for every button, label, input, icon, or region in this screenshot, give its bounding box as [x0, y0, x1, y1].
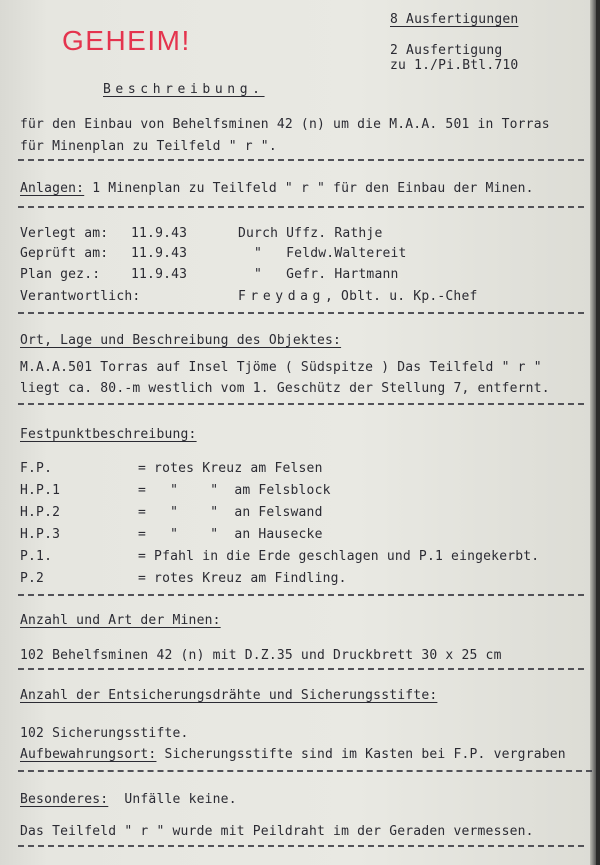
- personnel-label: Geprüft am:: [20, 246, 109, 261]
- besonderes-text: Unfälle keine.: [108, 792, 237, 807]
- ort-line-1: M.A.A.501 Torras auf Insel Tjöme ( Südspitze ) Das Teilfeld " r ": [20, 360, 542, 375]
- responsible-rank: , Oblt. u. Kp.-Chef: [325, 289, 478, 304]
- festpunkt-key: H.P.2: [20, 505, 61, 520]
- festpunkt-key: P.1.: [20, 549, 53, 564]
- festpunkt-key: H.P.3: [20, 527, 61, 542]
- festpunkt-key: H.P.1: [20, 483, 61, 498]
- personnel-label: Plan gez.:: [20, 267, 101, 282]
- festpunkt-value: = Pfahl in die Erde geschlagen und P.1 eingekerbt.: [138, 549, 540, 564]
- besonderes-line: [20, 792, 237, 808]
- aufbewahrung-text: Sicherungsstifte sind im Kasten bei F.P. vergraben: [156, 747, 566, 762]
- festpunkt-value: = " " am Felsblock: [138, 483, 331, 498]
- divider: [18, 770, 592, 772]
- anlagen-line: [20, 181, 534, 197]
- divider: [18, 312, 584, 314]
- ort-line-2: liegt ca. 80.-m westlich vom 1. Geschütz der Stellung 7, entfernt.: [20, 381, 550, 396]
- intro-line-2: für Minenplan zu Teilfeld " r ".: [20, 139, 277, 154]
- divider: [18, 845, 584, 847]
- responsible-line: [238, 289, 478, 305]
- sicherung-heading: Anzahl der Entsicherungsdrähte und Sicherungsstifte:: [20, 688, 438, 703]
- besonderes-last-line: Das Teilfeld " r " wurde mit Peildraht im der Geraden vermessen.: [20, 824, 534, 839]
- festpunkt-key: F.P.: [20, 461, 53, 476]
- anlagen-label: Anlagen:: [20, 181, 85, 196]
- secret-stamp: GEHEIM!: [62, 25, 191, 56]
- personnel-date: 11.9.43: [131, 246, 188, 261]
- ort-heading: Ort, Lage und Beschreibung des Objektes:: [20, 333, 342, 348]
- divider: [18, 403, 584, 405]
- responsible-label: Verantwortlich:: [20, 289, 141, 304]
- personnel-name: Durch Uffz. Rathje: [238, 226, 383, 241]
- personnel-label: Verlegt am:: [20, 226, 109, 241]
- festpunkt-value: = " " an Felswand: [138, 505, 323, 520]
- unit-reference: zu 1./Pi.Btl.710: [390, 58, 519, 73]
- personnel-date: 11.9.43: [131, 226, 188, 241]
- besonderes-label: Besonderes:: [20, 792, 109, 807]
- festpunkt-value: = rotes Kreuz am Felsen: [138, 461, 323, 476]
- personnel-name: " Feldw.Waltereit: [238, 246, 407, 261]
- divider: [18, 668, 584, 670]
- anlagen-text: 1 Minenplan zu Teilfeld " r " für den Einbau der Minen.: [84, 181, 534, 196]
- intro-line-1: für den Einbau von Behelfsminen 42 (n) um die M.A.A. 501 in Torras: [20, 117, 550, 132]
- minen-text: 102 Behelfsminen 42 (n) mit D.Z.35 und Druckbrett 30 x 25 cm: [20, 648, 502, 663]
- aufbewahrung-label: Aufbewahrungsort:: [20, 747, 157, 762]
- responsible-name: Freydag: [238, 289, 325, 304]
- aufbewahrung-line: [20, 747, 566, 763]
- document-title: Beschreibung.: [103, 82, 265, 97]
- copy-number: 2 Ausfertigung: [390, 43, 503, 58]
- divider: [18, 159, 584, 161]
- paper-edge: [590, 0, 596, 865]
- divider: [18, 594, 584, 596]
- festpunkt-key: P.2: [20, 571, 45, 586]
- festpunkt-heading: Festpunktbeschreibung:: [20, 427, 197, 442]
- divider: [18, 206, 584, 208]
- personnel-date: 11.9.43: [131, 267, 188, 282]
- minen-heading: Anzahl und Art der Minen:: [20, 613, 221, 628]
- sicherung-text: 102 Sicherungsstifte.: [20, 726, 189, 741]
- festpunkt-value: = " " an Hausecke: [138, 527, 323, 542]
- copies-count: 8 Ausfertigungen: [390, 12, 519, 27]
- festpunkt-value: = rotes Kreuz am Findling.: [138, 571, 347, 586]
- personnel-name: " Gefr. Hartmann: [238, 267, 399, 282]
